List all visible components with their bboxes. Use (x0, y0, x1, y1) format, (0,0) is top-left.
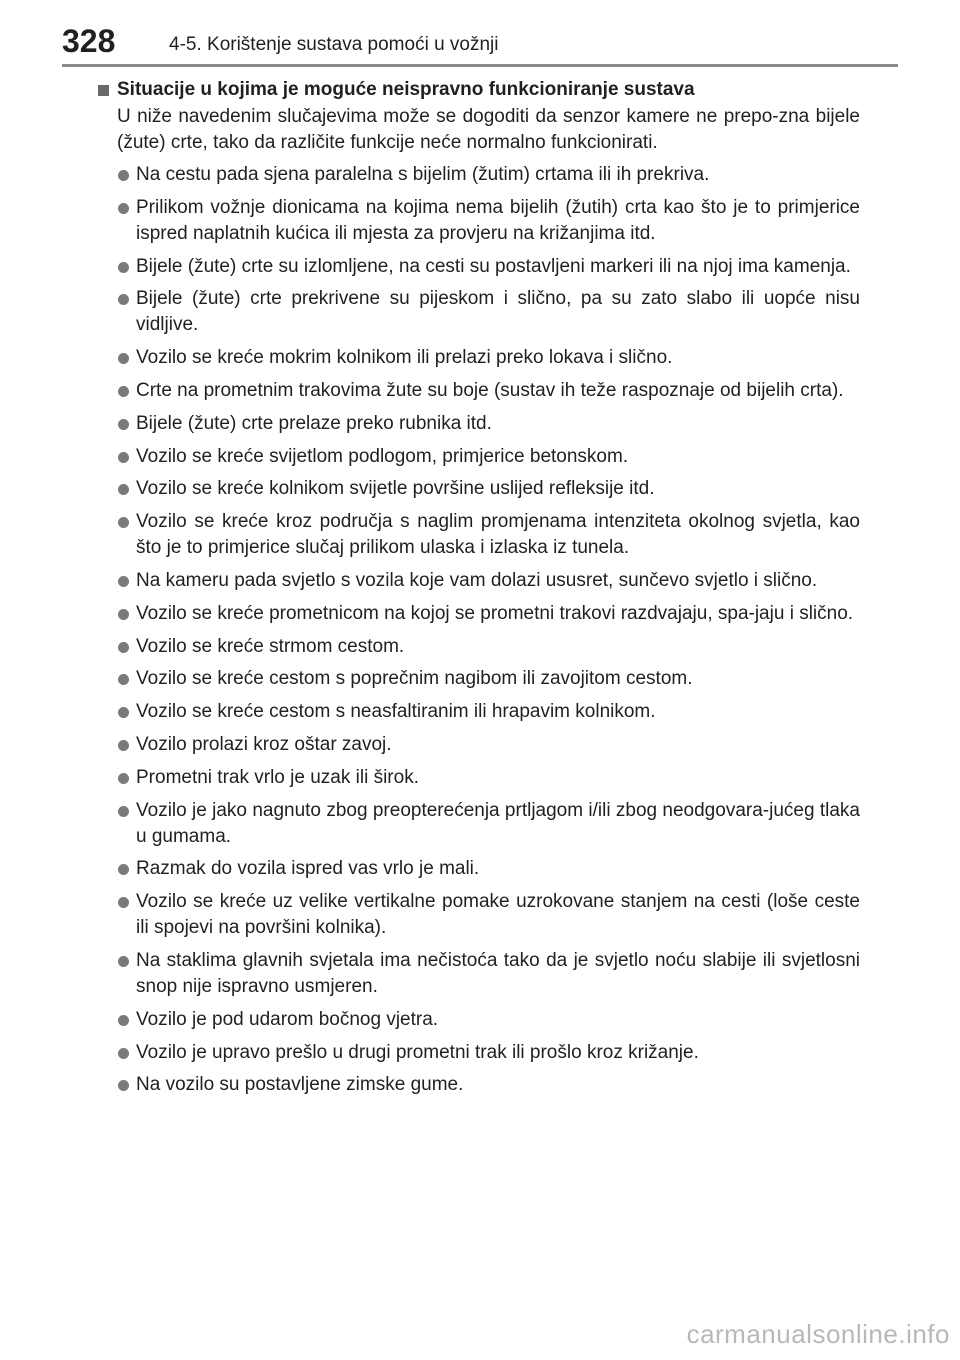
list-item (98, 798, 860, 850)
list-item-text: Crte na prometnim trakovima žute su boje (sustav ih teže raspoznaje od bijelih crta). (136, 379, 844, 401)
list-item-text: Vozilo je pod udarom bočnog vjetra. (136, 1008, 439, 1030)
list-item (98, 195, 860, 247)
list-item (98, 286, 860, 338)
list-item (98, 1007, 860, 1033)
list-item-text: Bijele (žute) crte prelaze preko rubnika itd. (136, 412, 492, 434)
round-bullet-icon (118, 674, 129, 685)
list-item (98, 1040, 860, 1066)
header-divider (62, 64, 898, 67)
list-item (98, 765, 860, 791)
round-bullet-icon (118, 956, 129, 967)
list-item-text: Vozilo se kreće mokrim kolnikom ili prelazi preko lokava i slično. (136, 347, 673, 369)
list-item (98, 568, 860, 594)
list-item-text: Vozilo se kreće kroz područja s naglim promjenama intenziteta okolnog svjetla, kao što je to primjerice slučaj prilikom ulaska i izlaska iz tunela. (136, 511, 860, 559)
list-item (98, 634, 860, 660)
round-bullet-icon (118, 419, 129, 430)
round-bullet-icon (118, 517, 129, 528)
list-item-text: Razmak do vozila ispred vas vrlo je mali. (136, 858, 480, 880)
list-item (98, 1072, 860, 1098)
round-bullet-icon (118, 1048, 129, 1059)
list-item-text: Vozilo je jako nagnuto zbog preopterećenja prtljagom i/ili zbog neodgovara-jućeg tlaka u gumama. (136, 799, 860, 847)
round-bullet-icon (118, 203, 129, 214)
list-item (98, 162, 860, 188)
section-heading (98, 76, 860, 104)
list-item-text: Na vozilo su postavljene zimske gume. (136, 1074, 464, 1096)
round-bullet-icon (118, 452, 129, 463)
list-item-text: Vozilo se kreće kolnikom svijetle površine uslijed refleksije itd. (136, 478, 655, 500)
round-bullet-icon (118, 353, 129, 364)
round-bullet-icon (118, 170, 129, 181)
list-item (98, 476, 860, 502)
round-bullet-icon (118, 262, 129, 273)
list-item-text: Vozilo je upravo prešlo u drugi prometni trak ili prošlo kroz križanje. (136, 1041, 699, 1063)
round-bullet-icon (118, 1015, 129, 1026)
list-item-text: Vozilo se kreće cestom s neasfaltiranim ili hrapavim kolnikom. (136, 701, 656, 723)
round-bullet-icon (118, 294, 129, 305)
list-item-text: Vozilo se kreće prometnicom na kojoj se prometni trakovi razdvajaju, spa-jaju i slično. (136, 602, 854, 624)
list-item (98, 699, 860, 725)
list-item (98, 254, 860, 280)
round-bullet-icon (118, 740, 129, 751)
list-item-text: Vozilo se kreće uz velike vertikalne pomake uzrokovane stanjem na cesti (loše ceste ili spojevi na površini kolnika). (136, 891, 860, 939)
list-item-text: Na staklima glavnih svjetala ima nečistoća tako da je svjetlo noću slabije ili svjetlosni snop nije ispravno usmjeren. (136, 949, 860, 997)
list-item (98, 345, 860, 371)
list-item-text: Prilikom vožnje dionicama na kojima nema bijelih (žutih) crta kao što je to primjerice ispred naplatnih kućica ili mjesta za provjeru na križanjima itd. (136, 196, 860, 244)
situation-list (98, 162, 860, 1098)
list-item (98, 509, 860, 561)
list-item (98, 889, 860, 941)
list-item-text: Vozilo se kreće cestom s poprečnim nagibom ili zavojitom cestom. (136, 668, 693, 690)
round-bullet-icon (118, 864, 129, 875)
list-item (98, 378, 860, 404)
round-bullet-icon (118, 609, 129, 620)
list-item (98, 856, 860, 882)
list-item (98, 666, 860, 692)
list-item-text: Vozilo se kreće strmom cestom. (136, 635, 405, 657)
list-item-text: Na cestu pada sjena paralelna s bijelim (žutim) crtama ili ih prekriva. (136, 164, 710, 185)
list-item-text: Prometni trak vrlo je uzak ili širok. (136, 766, 419, 788)
list-item (98, 601, 860, 627)
list-item-text: Bijele (žute) crte prekrivene su pijeskom i slično, pa su zato slabo ili uopće nisu vidljive. (136, 288, 860, 336)
round-bullet-icon (118, 707, 129, 718)
page-number: 328 (62, 23, 116, 59)
round-bullet-icon (118, 576, 129, 587)
watermark: carmanualsonline.info (686, 1319, 950, 1349)
section-heading-text: Situacije u kojima je moguće neispravno funkcioniranje sustava (117, 79, 695, 100)
list-item-text: Vozilo se kreće svijetlom podlogom, primjerice betonskom. (136, 445, 629, 467)
round-bullet-icon (118, 773, 129, 784)
round-bullet-icon (118, 484, 129, 495)
section-intro: U niže navedenim slučajevima može se dogoditi da senzor kamere ne prepo-zna bijele (žute) crte, tako da različite funkcije neće normalno funkcionirati. (117, 106, 860, 153)
list-item-text: Bijele (žute) crte su izlomljene, na cesti su postavljeni markeri ili na njoj ima kamenja. (136, 255, 851, 277)
list-item (98, 732, 860, 758)
list-item (98, 444, 860, 470)
page-content (98, 76, 860, 1105)
round-bullet-icon (118, 1080, 129, 1091)
round-bullet-icon (118, 386, 129, 397)
list-item (98, 411, 860, 437)
square-bullet-icon (98, 85, 109, 96)
chapter-title: 4-5. Korištenje sustava pomoći u vožnji (169, 34, 499, 55)
round-bullet-icon (118, 897, 129, 908)
list-item (98, 948, 860, 1000)
page-header (62, 22, 902, 62)
round-bullet-icon (118, 642, 129, 653)
list-item-text: Vozilo prolazi kroz oštar zavoj. (136, 733, 392, 755)
list-item-text: Na kameru pada svjetlo s vozila koje vam dolazi ususret, sunčevo svjetlo i slično. (136, 569, 818, 591)
round-bullet-icon (118, 806, 129, 817)
